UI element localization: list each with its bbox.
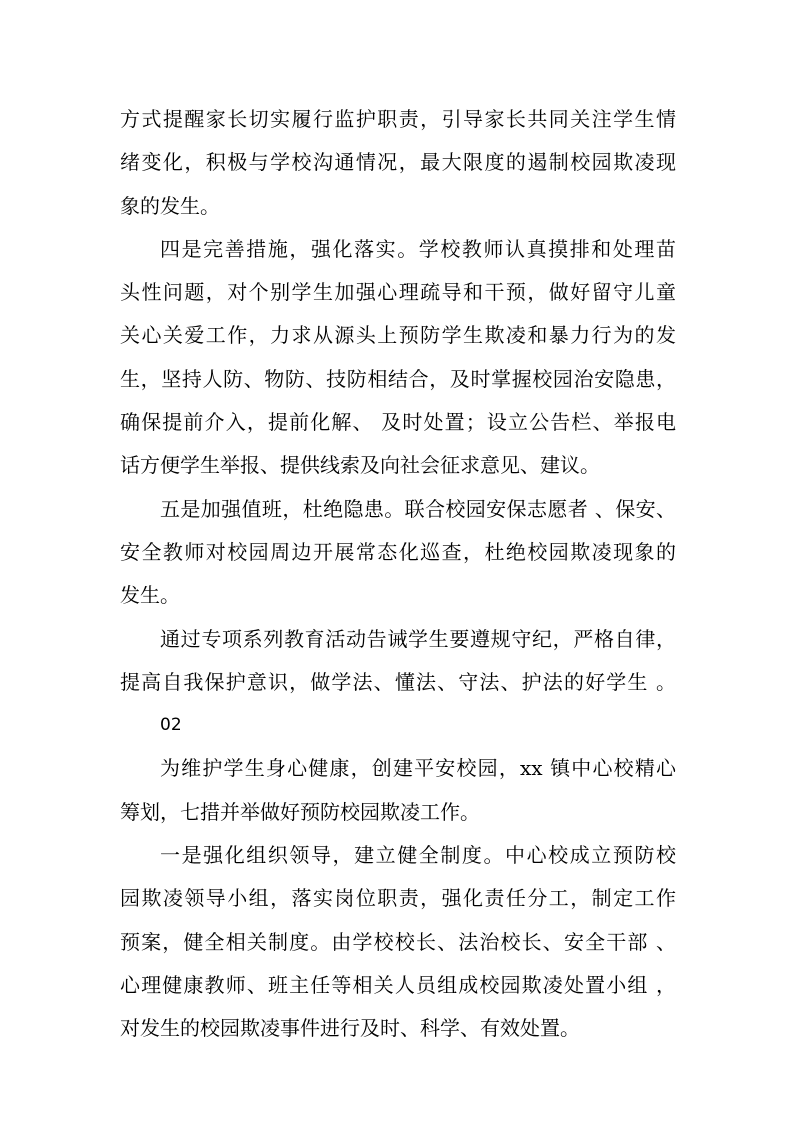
text-line: 园欺凌领导小组，落实岗位职责，强化责任分工，制定工作 <box>120 886 676 911</box>
text-line: 对发生的校园欺凌事件进行及时、科学、有效处置。 <box>120 1016 580 1041</box>
text-line: 确保提前介入，提前化解、 及时处置；设立公告栏、举报电 <box>120 410 676 435</box>
paragraph-start-line: 四是完善措施，强化落实。学校教师认真摸排和处理苗 <box>160 236 676 261</box>
text-line: 提高自我保护意识，做学法、懂法、守法、护法的好学生 。 <box>120 669 676 694</box>
text-line: 象的发生。 <box>120 193 220 218</box>
text-line: 心理健康教师、班主任等相关人员组成校园欺凌处置小组 ， <box>120 972 676 997</box>
text-line: 方式提醒家长切实履行监护职责，引导家长共同关注学生情 <box>120 107 676 131</box>
text-line: 生，坚持人防、物防、技防相结合，及时掌握校园治安隐患， <box>120 366 676 391</box>
paragraph-start-line: 一是强化组织领导，建立健全制度。中心校成立预防校 <box>160 843 676 868</box>
text-line: 预案，健全相关制度。由学校校长、法治校长、安全干部 、 <box>120 929 676 954</box>
document-body <box>120 98 676 1051</box>
paragraph-start-line: 通过专项系列教育活动告诫学生要遵规守纪，严格自律， <box>160 626 676 651</box>
text-line: 关心关爱工作，力求从源头上预防学生欺凌和暴力行为的发 <box>120 323 676 348</box>
text-line: 发生。 <box>120 583 180 608</box>
text-line: 安全教师对校园周边开展常态化巡查，杜绝校园欺凌现象的 <box>120 539 676 564</box>
text-line: 头性问题，对个别学生加强心理疏导和干预，做好留守儿童 <box>120 280 676 305</box>
text-line: 话方便学生举报、提供线索及向社会征求意见、建议。 <box>120 453 600 478</box>
section-number: 02 <box>160 715 182 736</box>
text-line: 筹划，七措并举做好预防校园欺凌工作。 <box>120 799 480 824</box>
paragraph-start-line: 五是加强值班，杜绝隐患。联合校园安保志愿者 、保安、 <box>160 496 676 521</box>
text-line: 绪变化，积极与学校沟通情况，最大限度的遏制校园欺凌现 <box>120 150 676 175</box>
paragraph-start-line: 为维护学生身心健康，创建平安校园，xx 镇中心校精心 <box>160 756 676 781</box>
